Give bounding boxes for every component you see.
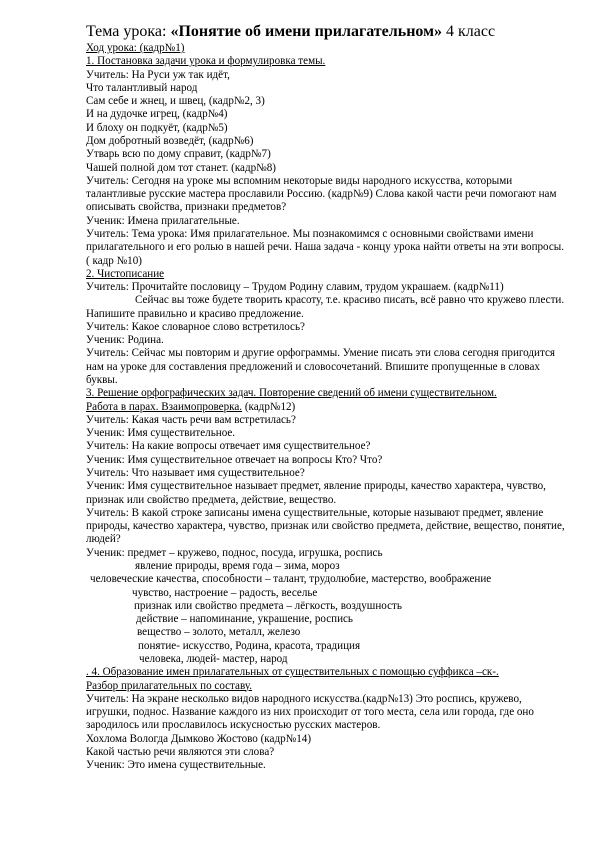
list-item: признак или свойство предмета – лёгкость, воздушность	[134, 599, 402, 612]
list-item: человека, людей- мастер, народ	[139, 652, 288, 665]
paragraph: Учитель: Какая часть речи вам встретилась?	[86, 413, 296, 426]
poem-line: И блоху он подкуёт, (кадр№5)	[86, 121, 228, 134]
list-item: Ученик: предмет – кружево, поднос, посуда, игрушка, роспись	[86, 546, 383, 559]
paragraph: Сейчас вы тоже будете творить красоту, т.е. красиво писать, всё равно что кружево плести. Напишите правильно и красиво предложение.	[86, 294, 565, 320]
section-heading-3: 3. Решение орфографических задач. Повторение сведений об имени существительном.	[86, 387, 497, 400]
section-heading-2: 2. Чистописание	[86, 267, 165, 280]
list-item: человеческие качества, способности – талант, трудолюбие, мастерство, воображение	[90, 573, 492, 586]
poem-line: Чашей полной дом тот станет. (кадр№8)	[86, 161, 276, 174]
poem-line: Что талантливый народ	[86, 81, 198, 94]
paragraph: Ученик: Имя существительное.	[86, 427, 236, 440]
lesson-topic: «Понятие об имени прилагательном»	[170, 23, 442, 40]
poem-line: И на дудочке игрец, (кадр№4)	[86, 108, 228, 121]
list-item: чувство, настроение – радость, веселье	[132, 586, 318, 599]
poem-line: Сам себе и жнец, и швец, (кадр№2, 3)	[86, 95, 265, 108]
paragraph: Учитель: Какое словарное слово встретилось?	[86, 320, 305, 333]
section-heading-1: 1. Постановка задачи урока и формулировка темы.	[86, 55, 326, 68]
poem-line: Дом добротный возведёт, (кадр№6)	[86, 134, 254, 147]
paragraph: Хохлома Вологда Дымково Жостово (кадр№14)	[86, 732, 312, 745]
section-subheading: Разбор прилагательных по составу.	[86, 679, 253, 692]
paragraph: Учитель: На какие вопросы отвечает имя существительное?	[86, 440, 371, 453]
paragraph: Учитель: В какой строке записаны имена существительные, которые называют предмет, явление природы, качество характера, чувство, признак или свойство предмета, действие, вещество, понятие, людей?	[86, 506, 565, 546]
paragraph: Ученик: Родина.	[86, 334, 164, 347]
section-heading-4: . 4. Образование имен прилагательных от существительных с помощью суффикса –ск-.	[86, 666, 499, 679]
paragraph: Ученик: Имя существительное отвечает на вопросы Кто? Что?	[86, 453, 383, 466]
list-item: явление природы, время года – зима, мороз	[135, 559, 340, 572]
paragraph: Учитель: Сегодня на уроке мы вспомним некоторые виды народного искусства, которыми талантливые русские мастера прославили Россию. (кадр№9) Слова какой части речи помогают нам описывать свойства, признаки предметов?	[86, 174, 557, 214]
paragraph: Учитель: На экране несколько видов народного искусства.(кадр№13) Это роспись, кружево, игрушки, поднос. Название каждого из них происходит от того места, села или города, где оно зародилось или прославилось искусностью русских мастеров.	[86, 692, 534, 732]
paragraph: Учитель: Что называет имя существительное?	[86, 467, 305, 479]
section-lesson-progress: Ход урока: (кадр№1)	[86, 42, 185, 54]
paragraph: Какой частью речи являются эти слова?	[86, 745, 275, 758]
list-item: действие – напоминание, украшение, роспись	[136, 613, 353, 626]
poem-line: Утварь всю по дому справит, (кадр№7)	[86, 148, 271, 161]
list-item: понятие- искусство, Родина, красота, традиция	[138, 639, 361, 652]
paragraph: Учитель: Прочитайте пословицу – Трудом Родину славим, трудом украшаем. (кадр№11)	[86, 281, 504, 294]
paragraph: Ученик: Это имена существительные.	[86, 759, 266, 772]
lesson-title: Тема урока: «Понятие об имени прилагательном» 4 класс	[86, 23, 496, 40]
paragraph: Учитель: Сейчас мы повторим и другие орфограммы. Умение писать эти слова сегодня пригодится нам на уроке для составления предложений и словосочетаний. Впишите пропущенные в словах буквы.	[86, 347, 556, 387]
paragraph: Учитель: Тема урока: Имя прилагательное. Мы познакомимся с основными свойствами имени прилагательного и его ролью в нашей речи. Наша задача - концу урока найти ответы на эти вопросы. ( кадр №10)	[86, 227, 565, 267]
paragraph: Работа в парах. Взаимопроверка. (кадр№12)	[86, 400, 296, 413]
poem-line: Учитель: На Руси уж так идёт,	[86, 68, 230, 81]
paragraph: Ученик: Имя существительное называет предмет, явление природы, качество характера, чувство, признак или свойство предмета, действие, вещество.	[86, 480, 546, 506]
paragraph: Ученик: Имена прилагательные.	[86, 214, 240, 227]
list-item: вещество – золото, металл, железо	[137, 626, 301, 639]
